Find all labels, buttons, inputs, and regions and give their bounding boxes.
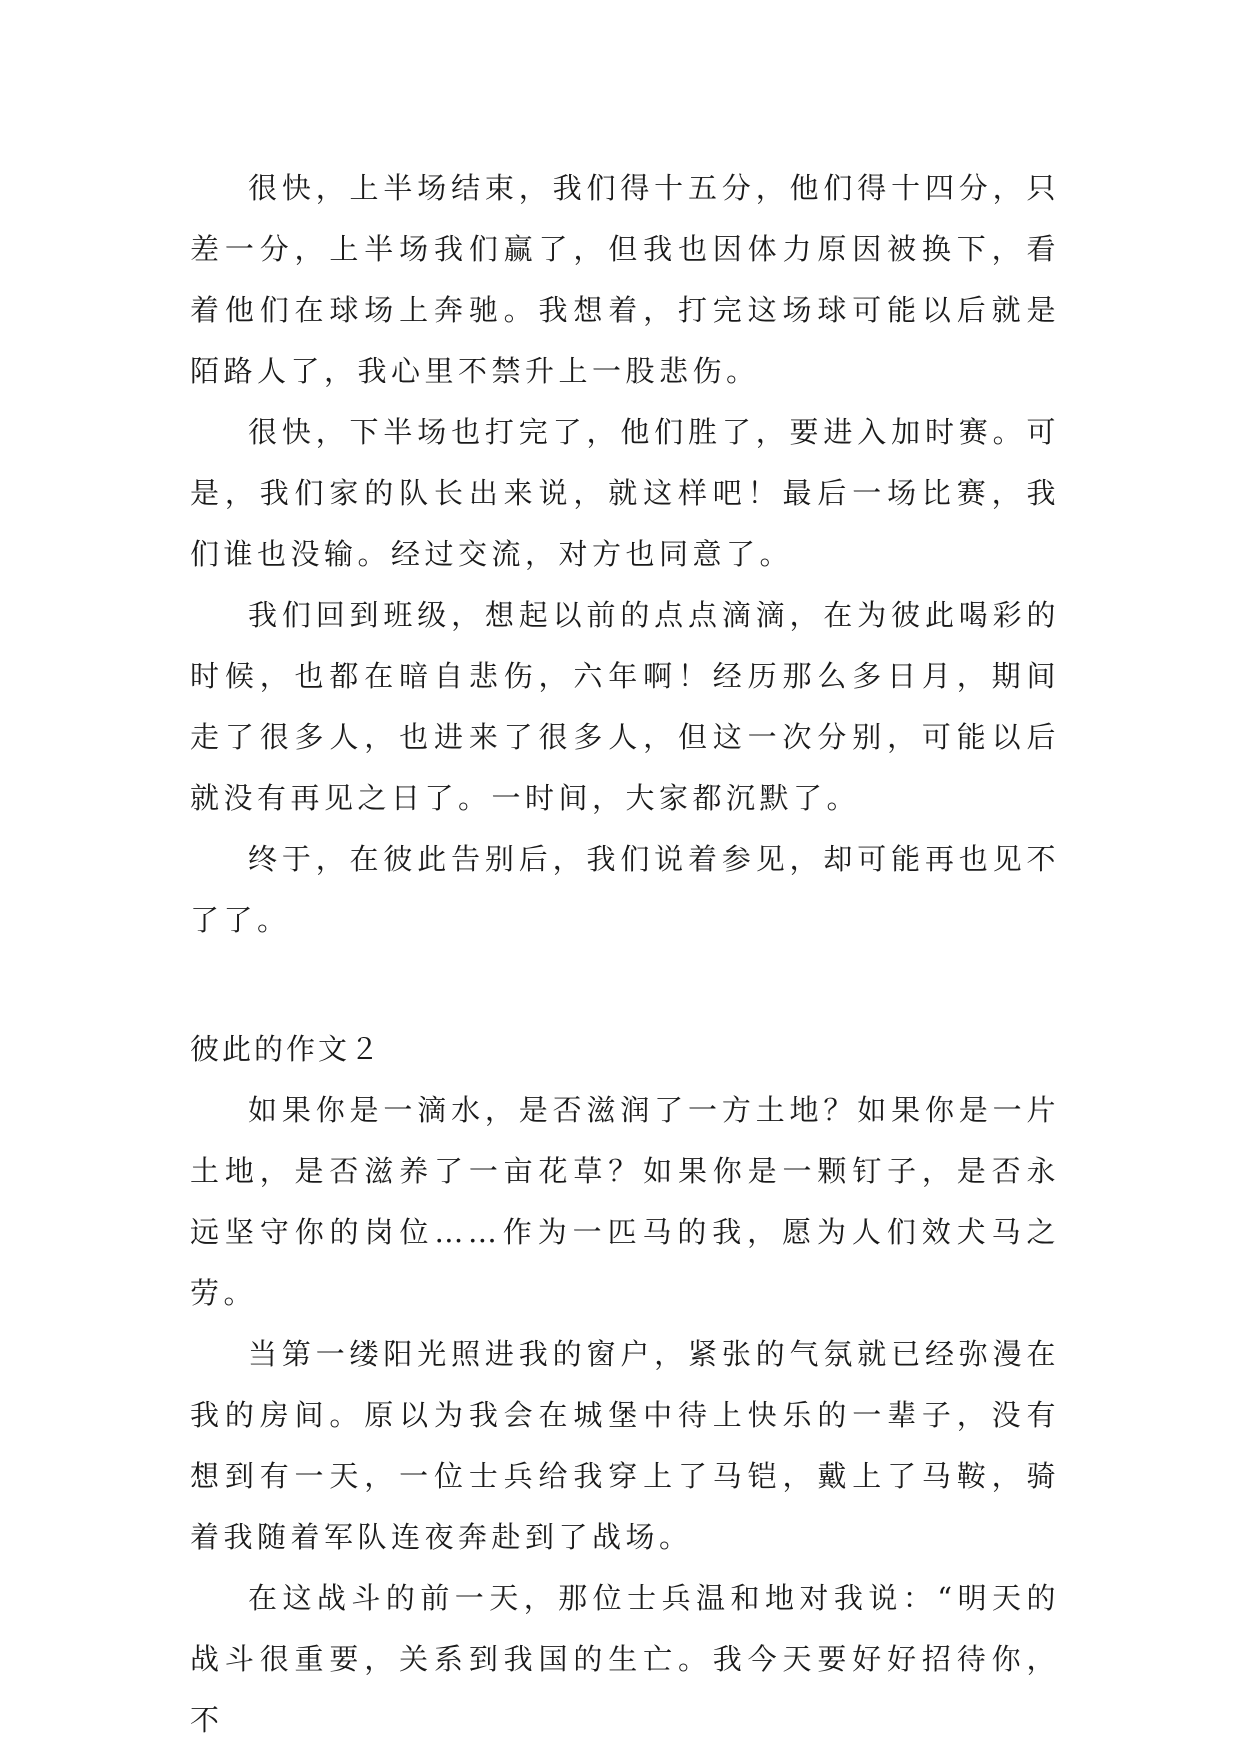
paragraph-2: 很快，下半场也打完了，他们胜了，要进入加时赛。可是，我们家的队长出来说，就这样吧！最后一场比赛，我们谁也没输。经过交流，对方也同意了。	[190, 415, 1060, 571]
document-body	[190, 158, 1060, 1751]
paragraph-6: 当第一缕阳光照进我的窗户，紧张的气氛就已经弥漫在我的房间。原以为我会在城堡中待上快乐的一辈子，没有想到有一天，一位士兵给我穿上了马铠，戴上了马鞍，骑着我随着军队连夜奔赴到了战场。	[190, 1337, 1060, 1554]
paragraph-3: 我们回到班级，想起以前的点点滴滴，在为彼此喝彩的时候，也都在暗自悲伤，六年啊！经历那么多日月，期间走了很多人，也进来了很多人，但这一次分别，可能以后就没有再见之日了。一时间，大家都沉默了。	[190, 598, 1060, 815]
paragraph-7: 在这战斗的前一天，那位士兵温和地对我说：“明天的战斗很重要，关系到我国的生亡。我今天要好好招待你，不	[190, 1581, 1060, 1737]
section-title: 彼此的作文２	[190, 1032, 383, 1066]
paragraph-4: 终于，在彼此告别后，我们说着参见，却可能再也见不了了。	[190, 842, 1060, 937]
paragraph-5: 如果你是一滴水，是否滋润了一方土地？如果你是一片土地，是否滋养了一亩花草？如果你是一颗钉子，是否永远坚守你的岗位……作为一匹马的我，愿为人们效犬马之劳。	[190, 1093, 1060, 1310]
paragraph-1: 很快，上半场结束，我们得十五分，他们得十四分，只差一分，上半场我们赢了，但我也因体力原因被换下，看着他们在球场上奔驰。我想着，打完这场球可能以后就是陌路人了，我心里不禁升上一股悲伤。	[190, 171, 1060, 388]
